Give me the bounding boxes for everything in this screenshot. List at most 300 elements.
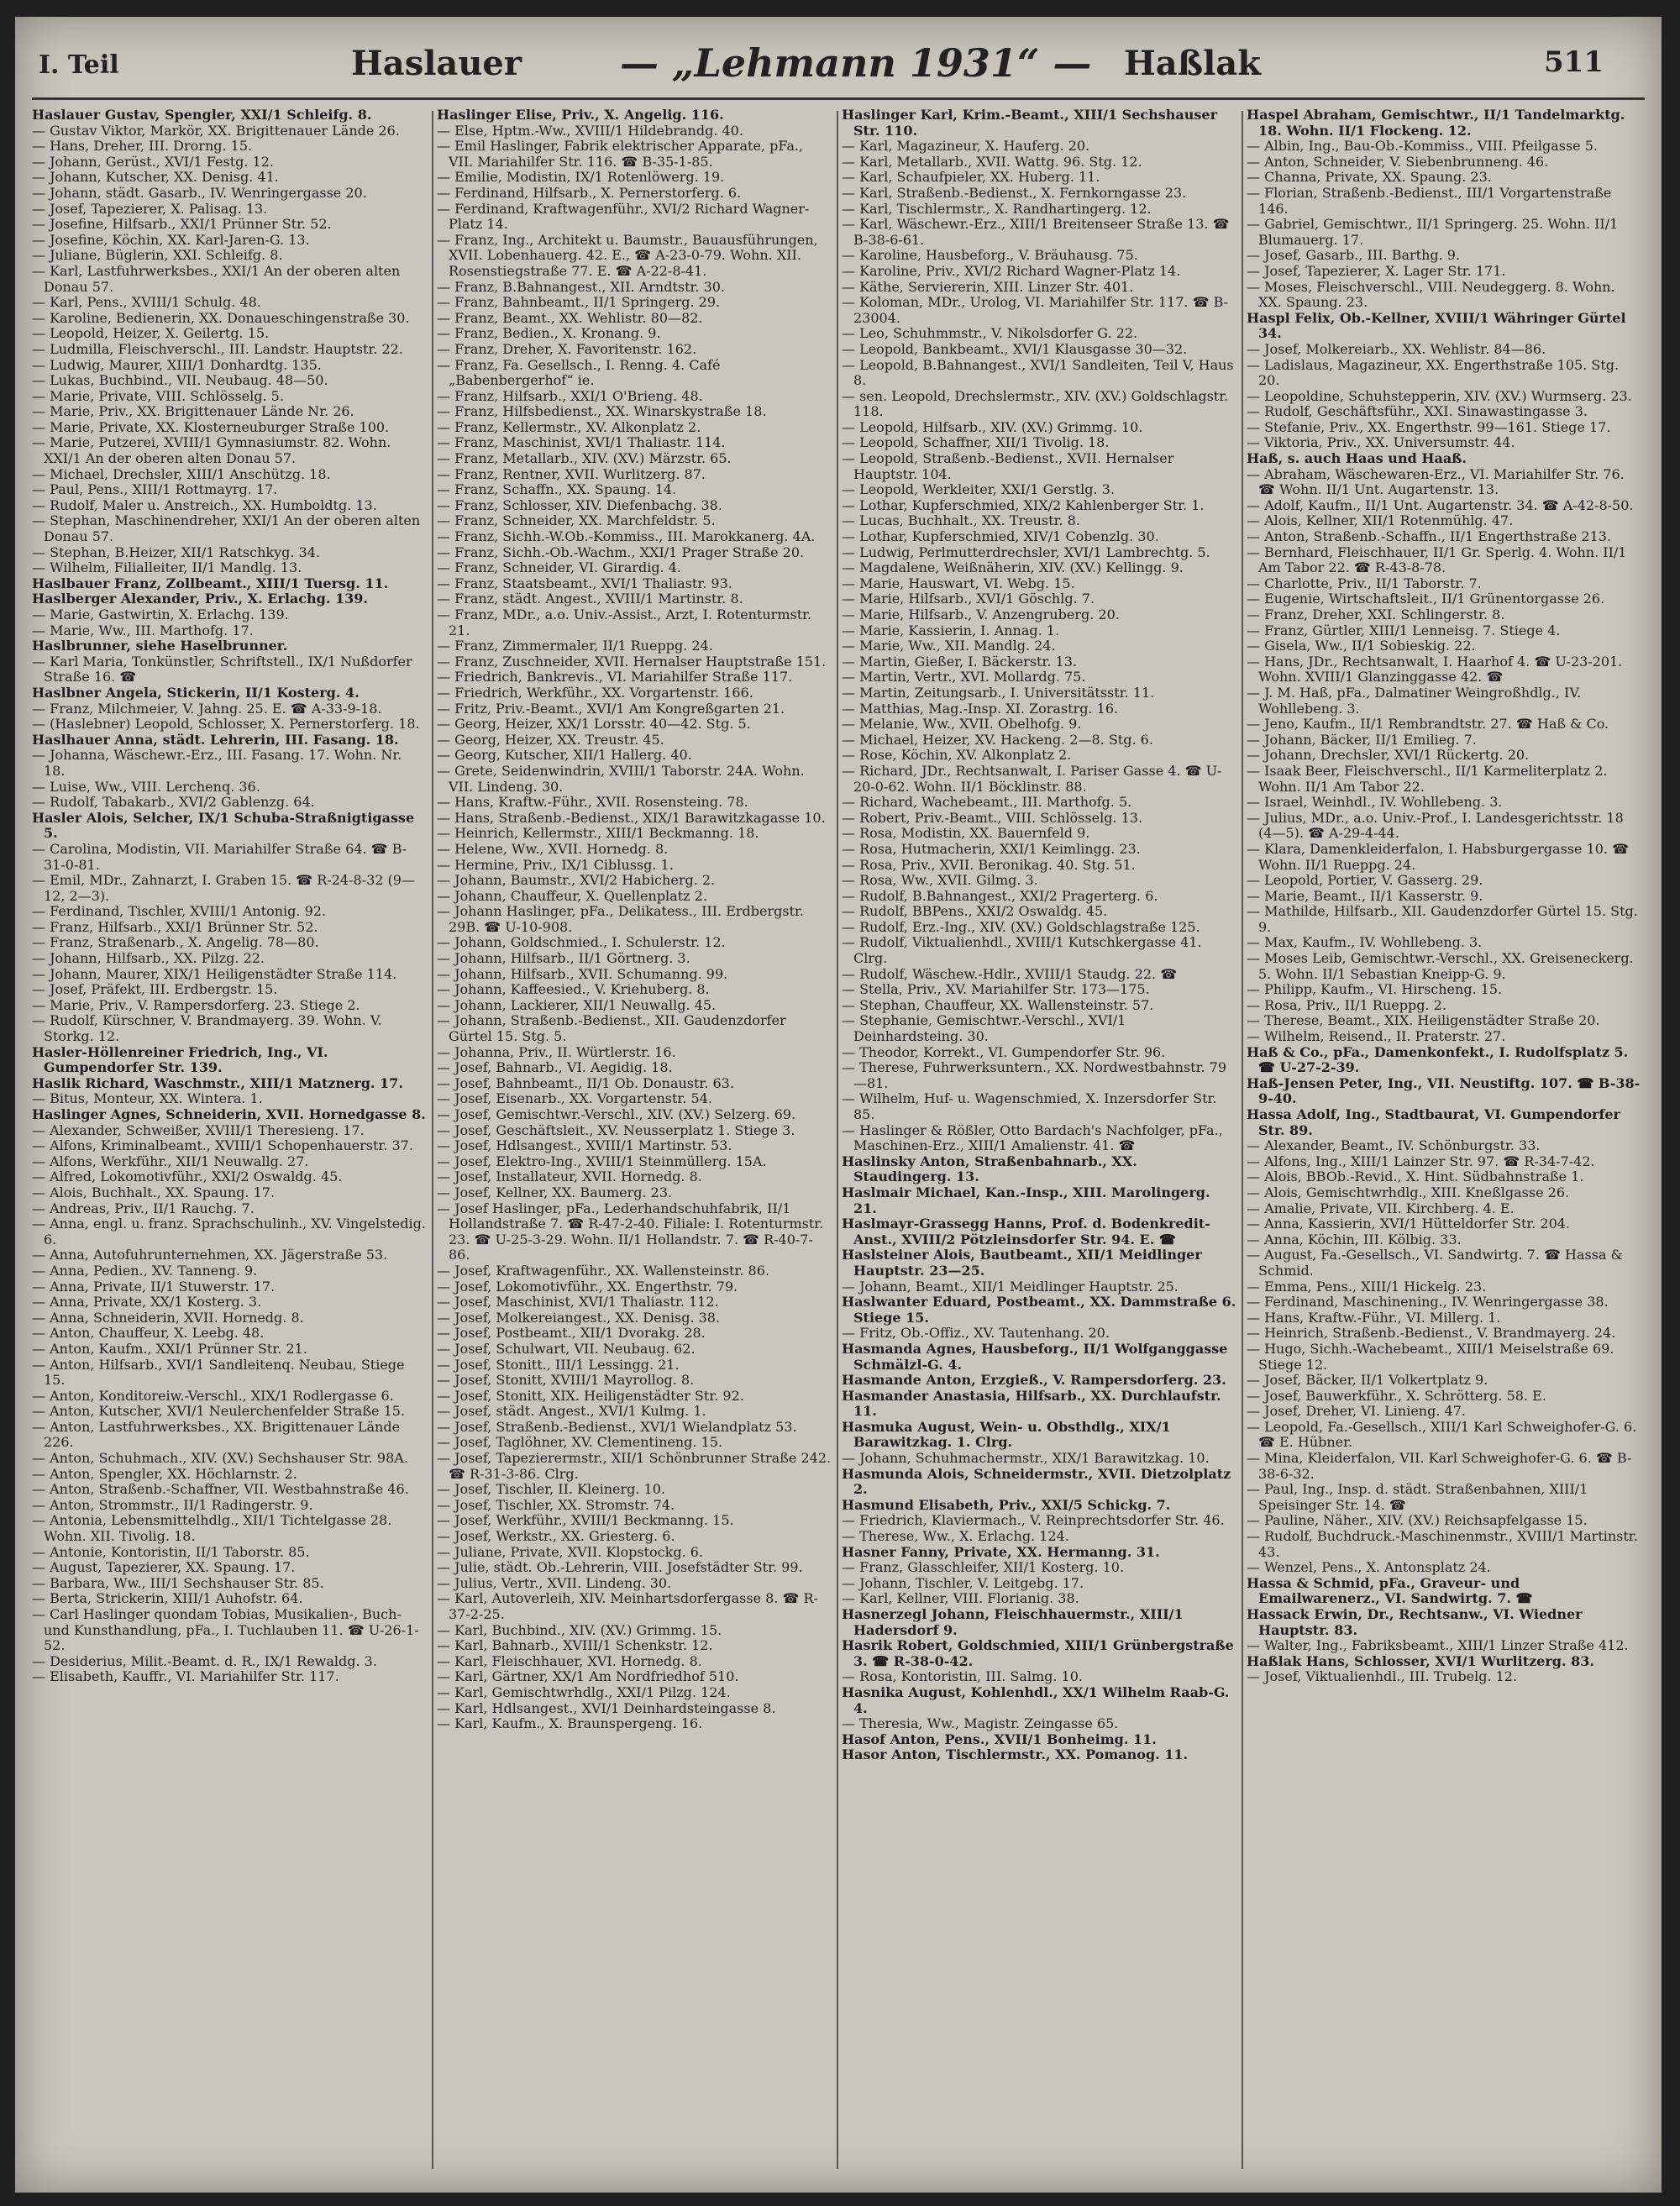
directory-entry: — Karoline, Hausbeforg., V. Bräuhausg. 75. — [842, 247, 1138, 264]
directory-entry: — Josef, Tischler, II. Kleinerg. 10. — [437, 1481, 665, 1498]
directory-entry: Hassa Adolf, Ing., Stadtbaurat, VI. Gumpendorfer Str. 89. — [1247, 1106, 1620, 1138]
column-3 — [842, 108, 1236, 2182]
directory-entry: — Lukas, Buchbind., VII. Neubaug. 48—50. — [32, 372, 328, 389]
directory-entry: — Franz, Fa. Gesellsch., I. Renng. 4. Café „Babenbergerhof“ ie. — [437, 356, 721, 389]
directory-entry: — Mina, Kleiderfalon, VII. Karl Schweighofer-G. 6. ☎ B-38-6-32. — [1247, 1450, 1632, 1482]
directory-entry: — Juliane, Büglerin, XXI. Schleifg. 8. — [32, 247, 283, 264]
directory-entry: — Karoline, Bedienerin, XX. Donaueschingenstraße 30. — [32, 309, 410, 326]
directory-entry: Haslinger Karl, Krim.-Beamt., XIII/1 Sechshauser Str. 110. — [842, 108, 1218, 139]
directory-entry: — Johann, Gerüst., XVI/1 Festg. 12. — [32, 153, 274, 170]
directory-entry: — Josef, Bäcker, II/1 Volkertplatz 9. — [1247, 1372, 1488, 1389]
directory-entry: — Josef, Stonitt, XVIII/1 Mayrollog. 8. — [437, 1372, 695, 1389]
directory-entry: — Bitus, Monteur, XX. Wintera. 1. — [32, 1090, 263, 1107]
directory-entry: — Josef, Lokomotivführ., XX. Engerthstr. 79. — [437, 1278, 738, 1295]
directory-entry: — Rosa, Priv., II/1 Rueppg. 2. — [1247, 996, 1446, 1013]
directory-entry: — Marie, Beamt., II/1 Kasserstr. 9. — [1247, 887, 1483, 904]
directory-entry: — Hugo, Sichh.-Wachebeamt., XIII/1 Meiselstraße 69. Stiege 12. — [1247, 1340, 1614, 1373]
directory-entry: Haß & Co., pFa., Damenkonfekt., I. Rudolfsplatz 5. ☎ U-27-2-39. — [1247, 1043, 1629, 1076]
directory-entry: — Rosa, Priv., XVII. Beronikag. 40. Stg. 51. — [842, 856, 1136, 873]
directory-entry: — Franz, Kellermstr., XV. Alkonplatz 2. — [437, 418, 701, 435]
directory-entry: — Rudolf, Erz.-Ing., XIV. (XV.) Goldschlagstraße 125. — [842, 918, 1200, 935]
directory-entry: — Josef, Tapezierer, X. Palisag. 13. — [32, 200, 268, 217]
directory-entry: — Josef, Hdlsangest., XVIII/1 Martinstr. 53. — [437, 1137, 732, 1154]
directory-entry: — Paul, Pens., XIII/1 Rottmayrg. 17. — [32, 481, 278, 498]
column-1 — [32, 108, 427, 2182]
directory-entry: — Stefanie, Priv., XX. Engerthstr. 99—161. Stiege 17. — [1247, 418, 1611, 435]
directory-entry: — Stephanie, Gemischtwr.-Verschl., XVI/1 Deinhardsteing. 30. — [842, 1012, 1126, 1045]
directory-entry: — Ferdinand, Hilfsarb., X. Pernerstorferg. 6. — [437, 184, 742, 201]
page-number: 511 — [1544, 45, 1604, 79]
directory-entry: — Magdalene, Weißnäherin, XIV. (XV.) Kellingg. 9. — [842, 559, 1184, 576]
directory-entry: — Anna, Autofuhrunternehmen, XX. Jägerstraße 53. — [32, 1247, 388, 1263]
directory-entry: Haslwanter Eduard, Postbeamt., XX. Dammstraße 6. Stiege 15. — [842, 1294, 1236, 1326]
directory-entry: — Alexander, Beamt., IV. Schönburgstr. 33. — [1247, 1137, 1541, 1154]
directory-entry: — Therese, Ww., X. Erlachg. 124. — [842, 1528, 1069, 1545]
directory-entry: — Josef, Molkereiangest., XX. Denisg. 38. — [437, 1309, 721, 1326]
directory-entry: — Rosa, Kontoristin, III. Salmg. 10. — [842, 1668, 1083, 1685]
directory-entry: — Hans, Straßenb.-Bedienst., XIX/1 Barawitzkagasse 10. — [437, 809, 826, 826]
directory-entry: — Koloman, MDr., Urolog, VI. Mariahilfer Str. 117. ☎ B-23004. — [842, 294, 1229, 326]
directory-entry: — Therese, Beamt., XIX. Heiligenstädter Straße 20. — [1247, 1012, 1600, 1029]
directory-entry: — Heinrich, Straßenb.-Bedienst., V. Brandmayerg. 24. — [1247, 1325, 1616, 1342]
directory-entry: Hasrik Robert, Goldschmied, XIII/1 Grünbergstraße 3. ☎ R-38-0-42. — [842, 1637, 1234, 1669]
directory-entry: — Karl, Fleischhauer, XVI. Hornedg. 8. — [437, 1652, 702, 1669]
directory-entry: — Franz, Beamt., XX. Wehlistr. 80—82. — [437, 309, 703, 326]
directory-entry: — Wilhelm, Huf- u. Wagenschmied, X. Inzersdorfer Str. 85. — [842, 1090, 1217, 1122]
directory-entry: — Florian, Straßenb.-Bedienst., III/1 Vorgartenstraße 146. — [1247, 184, 1612, 217]
directory-entry: — Amalie, Private, VII. Kirchberg. 4. E. — [1247, 1200, 1515, 1216]
directory-entry: — Helene, Ww., XVII. Hornedg. 8. — [437, 840, 669, 857]
directory-entry: — Johann, Baumstr., XVI/2 Habicherg. 2. — [437, 872, 716, 889]
directory-entry: — Hans, JDr., Rechtsanwalt, I. Haarhof 4. ☎ U-23-201. Wohn. XVIII/1 Glanzinggasse 42. ☎ — [1247, 653, 1623, 685]
directory-entry: Hasmander Anastasia, Hilfsarb., XX. Durchlaufstr. 11. — [842, 1387, 1221, 1420]
directory-entry: — Martin, Gießer, I. Bäckerstr. 13. — [842, 653, 1077, 670]
directory-entry: — Georg, Heizer, XX/1 Lorsstr. 40—42. Stg. 5. — [437, 716, 751, 733]
directory-entry: — Luise, Ww., VIII. Lerchenq. 36. — [32, 778, 260, 795]
directory-entry: — Julius, MDr., a.o. Univ.-Prof., I. Landesgerichtsstr. 18 (4—5). ☎ A-29-4-44. — [1247, 809, 1624, 842]
directory-entry: Hasmund Elisabeth, Priv., XXI/5 Schickg. 7. — [842, 1496, 1171, 1513]
directory-entry: — Gustav Viktor, Markör, XX. Brigittenauer Lände 26. — [32, 122, 400, 139]
directory-entry: — Josef, Dreher, VI. Linieng. 47. — [1247, 1403, 1466, 1420]
directory-entry: — Michael, Heizer, XV. Hackeng. 2—8. Stg. 6. — [842, 731, 1153, 748]
directory-entry: — Johann, Hilfsarb., XVII. Schumanng. 99. — [437, 965, 728, 982]
directory-entry: — Leopold, Straßenb.-Bedienst., XVII. Hernalser Hauptstr. 104. — [842, 450, 1174, 482]
directory-entry: — Karoline, Priv., XVI/2 Richard Wagner-Platz 14. — [842, 262, 1181, 279]
directory-entry: — Ferdinand, Tischler, XVIII/1 Antonig. 92. — [32, 903, 327, 920]
directory-entry: — Marie, Priv., XX. Brigittenauer Lände Nr. 26. — [32, 403, 354, 420]
directory-entry: — Leopoldine, Schuhstepperin, XIV. (XV.) Wurmserg. 23. — [1247, 387, 1632, 404]
directory-entry: — Juliane, Private, XVII. Klopstockg. 6. — [437, 1543, 704, 1560]
directory-entry: — Marie, Hauswart, VI. Webg. 15. — [842, 575, 1075, 591]
directory-entry: — Robert, Priv.-Beamt., VIII. Schlösselg. 13. — [842, 809, 1143, 826]
directory-entry: — Marie, Gastwirtin, X. Erlachg. 139. — [32, 607, 289, 622]
directory-entry: — Franz, Glasschleifer, XII/1 Kosterg. 10. — [842, 1559, 1125, 1576]
directory-entry: — Anna, Private, II/1 Stuwerstr. 17. — [32, 1278, 276, 1295]
directory-entry: Haslmair Michael, Kan.-Insp., XIII. Marolingerg. 21. — [842, 1184, 1210, 1216]
directory-entry: — Rosa, Hutmacherin, XXI/1 Keimlingg. 23. — [842, 840, 1141, 857]
directory-entry: — Hermine, Priv., IX/1 Ciblussg. 1. — [437, 856, 674, 873]
directory-entry: — Karl, Kaufm., X. Braunspergeng. 16. — [437, 1715, 703, 1732]
directory-entry: — Paul, Ing., Insp. d. städt. Straßenbahnen, XIII/1 Speisinger Str. 14. ☎ — [1247, 1481, 1588, 1513]
directory-entry: — Rudolf, Viktualienhdl., XVIII/1 Kutschkergasse 41. Clrg. — [842, 934, 1202, 967]
directory-entry: Hasnerzegl Johann, Fleischhauermstr., XIII/1 Hadersdorf 9. — [842, 1606, 1184, 1638]
directory-entry: — Franz, Schneider, XX. Marchfeldstr. 5. — [437, 512, 716, 529]
directory-entry: — Franz, städt. Angest., XVIII/1 Martinstr. 8. — [437, 591, 743, 607]
directory-entry: — Friedrich, Werkführ., XX. Vorgartenstr. 166. — [437, 684, 753, 701]
directory-entry: — Franz, Hilfsbedienst., XX. Winarskystraße 18. — [437, 403, 767, 420]
directory-entry: — Marie, Ww., III. Marthofg. 17. — [32, 622, 254, 638]
directory-entry: — Anna, Kassierin, XVI/1 Hütteldorfer Str. 204. — [1247, 1216, 1571, 1232]
directory-entry: — Georg, Kutscher, XII/1 Hallerg. 40. — [437, 747, 692, 764]
directory-entry: — Leo, Schuhmmstr., V. Nikolsdorfer G. 22. — [842, 325, 1138, 342]
directory-entry: Hasmanda Agnes, Hausbeforg., II/1 Wolfganggasse Schmälzl-G. 4. — [842, 1340, 1228, 1373]
directory-entry: — Johann, Lackierer, XII/1 Neuwallg. 45. — [437, 996, 717, 1013]
directory-entry: — Josefine, Hilfsarb., XXI/1 Prünner Str. 52. — [32, 216, 332, 233]
directory-entry: — Josef, Eisenarb., XX. Vorgartenstr. 54. — [437, 1090, 712, 1107]
directory-entry: — Antonie, Kontoristin, II/1 Taborstr. 85. — [32, 1543, 310, 1560]
directory-entry: — Karl, Metallarb., XVII. Wattg. 96. Stg. 12. — [842, 153, 1142, 170]
directory-entry: — Rudolf, B.Bahnangest., XXI/2 Pragerterg. 6. — [842, 887, 1158, 904]
directory-entry: — Ladislaus, Magazineur, XX. Engerthstraße 105. Stg. 20. — [1247, 356, 1620, 389]
directory-entry: — Rudolf, Tabakarb., XVI/2 Gablenzg. 64. — [32, 794, 315, 811]
directory-entry: — Josef, Kellner, XX. Baumerg. 23. — [437, 1184, 673, 1200]
directory-entry: — Franz, Zimmermaler, II/1 Rueppg. 24. — [437, 638, 713, 654]
directory-entry: — Emilie, Modistin, IX/1 Rotenlöwerg. 19. — [437, 169, 725, 186]
directory-entry: — Channa, Private, XX. Spaung. 23. — [1247, 169, 1492, 186]
directory-entry: — Heinrich, Kellermstr., XIII/1 Beckmanng. 18. — [437, 825, 759, 842]
directory-entry: Haslhauer Anna, städt. Lehrerin, III. Fasang. 18. — [32, 731, 399, 748]
directory-entry: — August, Fa.-Gesellsch., VI. Sandwirtg. 7. ☎ Hassa & Schmid. — [1247, 1247, 1623, 1279]
directory-entry: Haslsteiner Alois, Bautbeamt., XII/1 Meidlinger Hauptstr. 23—25. — [842, 1247, 1202, 1279]
directory-entry: — sen. Leopold, Drechslermstr., XIV. (XV.) Goldschlagstr. 118. — [842, 387, 1229, 420]
directory-entry: — Leopold, Fa.-Gesellsch., XIII/1 Karl Schweighofer-G. 6. ☎ E. Hübner. — [1247, 1418, 1637, 1451]
directory-entry: — Karl, Autoverleih, XIV. Meinhartsdorfergasse 8. ☎ R-37-2-25. — [437, 1590, 818, 1622]
directory-entry: — Franz, Gürtler, XIII/1 Lenneisg. 7. Stiege 4. — [1247, 622, 1561, 638]
directory-entry: Hasler-Höllenreiner Friedrich, Ing., VI. Gumpendorfer Str. 139. — [32, 1043, 328, 1076]
directory-entry: — Rosa, Modistin, XX. Bauernfeld 9. — [842, 825, 1090, 842]
directory-entry: — Rudolf, Maler u. Anstreich., XX. Humboldtg. 13. — [32, 496, 377, 513]
directory-entry: Haslmayr-Grassegg Hanns, Prof. d. Bodenkredit-Anst., XVIII/2 Pötzleinsdorfer Str. 94. E. ☎ — [842, 1216, 1210, 1247]
directory-entry: Haslbrunner, siehe Haselbrunner. — [32, 638, 288, 654]
directory-entry: — Bernhard, Fleischhauer, II/1 Gr. Sperlg. 4. Wohn. II/1 Am Tabor 22. ☎ R-43-8-78. — [1247, 544, 1627, 576]
directory-entry: — Karl, Magazineur, X. Hauferg. 20. — [842, 138, 1090, 155]
header-rule — [32, 97, 1645, 100]
directory-entry: — Franz, B.Bahnangest., XII. Arndtstr. 30. — [437, 278, 726, 295]
directory-entry: — Franz, Bahnbeamt., II/1 Springerg. 29. — [437, 294, 721, 311]
directory-entry: Haslinger Elise, Priv., X. Angelig. 116. — [437, 108, 724, 123]
directory-entry: — Franz, Schneider, VI. Girardig. 4. — [437, 559, 681, 576]
directory-entry: — Josef, Stonitt., III/1 Lessingg. 21. — [437, 1356, 680, 1373]
directory-entry: — Marie, Hilfsarb., V. Anzengruberg. 20. — [842, 607, 1120, 622]
directory-entry: — Leopold, Schaffner, XII/1 Tivolig. 18. — [842, 434, 1110, 451]
directory-entry: — Fritz, Ob.-Offiz., XV. Tautenhang. 20. — [842, 1325, 1110, 1342]
directory-entry: — Leopold, Hilfsarb., XIV. (XV.) Grimmg. 10. — [842, 418, 1143, 435]
directory-entry: — Johann, städt. Gasarb., IV. Wenringergasse 20. — [32, 184, 367, 201]
directory-entry: — Ludwig, Maurer, XIII/1 Donhardtg. 135. — [32, 356, 322, 373]
directory-entry: — Johann, Beamt., XII/1 Meidlinger Hauptstr. 25. — [842, 1278, 1179, 1295]
directory-entry: — Josef, Geschäftsleit., XV. Neusserplatz 1. Stiege 3. — [437, 1121, 795, 1138]
directory-entry: — Else, Hptm.-Ww., XVIII/1 Hildebrandg. 40. — [437, 122, 743, 139]
directory-entry: — Johann, Chauffeur, X. Quellenplatz 2. — [437, 887, 707, 904]
directory-entry: Hassa & Schmid, pFa., Graveur- und Emailwarenerz., VI. Sandwirtg. 7. ☎ — [1247, 1574, 1533, 1607]
directory-entry: — Leopold, B.Bahnangest., XVI/1 Sandleiten, Teil V, Haus 8. — [842, 356, 1234, 389]
directory-entry: — Carl Haslinger quondam Tobias, Musikalien-, Buch- und Kunsthandlung, pFa., I. Tuchlauben 11. ☎ U-26-1-52. — [32, 1606, 419, 1654]
directory-entry: — Marie, Private, VIII. Schlösselg. 5. — [32, 387, 284, 404]
directory-entry: — Isaak Beer, Fleischverschl., II/1 Karmeliterplatz 2. Wohn. II/1 Am Tabor 22. — [1247, 762, 1608, 795]
directory-entry: — Stephan, B.Heizer, XII/1 Ratschkyg. 34. — [32, 544, 320, 560]
directory-entry: Haß, s. auch Haas und Haaß. — [1247, 450, 1467, 467]
directory-entry: — Karl, Schaufpieler, XX. Huberg. 11. — [842, 169, 1100, 186]
directory-entry: — Josef, Postbeamt., XII/1 Dvorakg. 28. — [437, 1325, 706, 1342]
directory-entry: — Marie, Putzerei, XVIII/1 Gymnasiumstr. 82. Wohn. XXI/1 An der oberen alten Donau 57. — [32, 434, 391, 467]
directory-entry: — Gabriel, Gemischtwr., II/1 Springerg. 25. Wohn. II/1 Blumauerg. 17. — [1247, 216, 1619, 248]
directory-entry: — Richard, Wachebeamt., III. Marthofg. 5. — [842, 794, 1132, 811]
directory-entry: — Josefine, Köchin, XX. Karl-Jaren-G. 13. — [32, 231, 310, 248]
directory-entry: — Josef, Gasarb., III. Barthg. 9. — [1247, 247, 1461, 264]
directory-entry: — Anna, Pedien., XV. Tanneng. 9. — [32, 1262, 258, 1279]
directory-entry: Haslinsky Anton, Straßenbahnarb., XX. Staudingerg. 13. — [842, 1153, 1137, 1185]
directory-entry: — Alfred, Lokomotivführ., XXI/2 Oswaldg. 45. — [32, 1169, 343, 1185]
directory-entry: — Wilhelm, Filialleiter, II/1 Mandlg. 13. — [32, 559, 302, 576]
directory-entry: — Alois, BBOb.-Revid., X. Hint. Südbahnstraße 1. — [1247, 1169, 1584, 1185]
directory-entry: Hasof Anton, Pens., XVII/1 Bonheimg. 11. — [842, 1731, 1157, 1747]
directory-entry: — Viktoria, Priv., XX. Universumstr. 44. — [1247, 434, 1515, 451]
directory-entry: — Rudolf, Buchdruck.-Maschinenmstr., XVIII/1 Martinstr. 43. — [1247, 1528, 1638, 1560]
directory-entry: — Josef, Installateur, XVII. Hornedg. 8. — [437, 1169, 702, 1185]
directory-entry: — Josef, Tischler, XX. Stromstr. 74. — [437, 1496, 675, 1513]
directory-entry: — Franz, Ing., Architekt u. Baumstr., Bauausführungen, XVII. Lobenhauerg. 42. E., ☎ A-23-0-79. Wohn. XII. Rosenstiegstraße 77. E. ☎ A-22-8-41. — [437, 231, 818, 279]
directory-entry: — Hans, Kraftw.-Führ., XVII. Rosensteing. 78. — [437, 794, 748, 811]
directory-entry: — Jeno, Kaufm., II/1 Rembrandtstr. 27. ☎ Haß & Co. — [1247, 716, 1609, 733]
directory-entry: — Josef, Werkstr., XX. Griesterg. 6. — [437, 1528, 675, 1545]
directory-entry: — Theresia, Ww., Magistr. Zeingasse 65. — [842, 1715, 1119, 1732]
directory-entry: — Gisela, Ww., II/1 Sobieskig. 22. — [1247, 638, 1476, 654]
directory-entry: — J. M. Haß, pFa., Dalmatiner Weingroßhdlg., IV. Wohllebeng. 3. — [1247, 684, 1582, 717]
directory-entry: — Marie, Ww., XII. Mandlg. 24. — [842, 638, 1056, 654]
directory-entry: — Eugenie, Wirtschaftsleit., II/1 Grünentorgasse 26. — [1247, 591, 1605, 607]
directory-entry: Haslberger Alexander, Priv., X. Erlachg. 139. — [32, 591, 368, 607]
directory-entry: — Franz, Hilfsarb., XXI/1 Brünner Str. 52. — [32, 918, 318, 935]
directory-entry: — Martin, Vertr., XVI. Mollardg. 75. — [842, 669, 1086, 685]
directory-entry: — Josef, Präfekt, III. Erdbergstr. 15. — [32, 981, 278, 998]
page-title: — „Lehmann 1931“ — — [620, 40, 1092, 86]
directory-entry: — Alois, Gemischtwrhdlg., XIII. Kneßlgasse 26. — [1247, 1184, 1570, 1200]
directory-entry: — Emma, Pens., XIII/1 Hickelg. 23. — [1247, 1278, 1487, 1295]
directory-entry: — Karl, Kellner, VIII. Florianig. 38. — [842, 1590, 1079, 1607]
directory-entry: — Franz, Dreher, XXI. Schlingerstr. 8. — [1247, 607, 1505, 622]
directory-entry: — Albin, Ing., Bau-Ob.-Kommiss., VIII. Pfeilgasse 5. — [1247, 138, 1598, 155]
directory-entry: — Emil, MDr., Zahnarzt, I. Graben 15. ☎ R-24-8-32 (9—12, 2—3). — [32, 872, 415, 904]
directory-entry: — Josef, Molkereiarb., XX. Wehlistr. 84—86. — [1247, 340, 1546, 357]
left-catchword: Haslauer — [351, 44, 522, 83]
directory-entry: — Moses Leib, Gemischtwr.-Verschl., XX. Greiseneckerg. 5. Wohn. II/1 Sebastian Kneipp-G. 9. — [1247, 950, 1634, 982]
directory-entry: — Franz, Rentner, XVII. Wurlitzerg. 87. — [437, 465, 706, 482]
directory-entry: Haslauer Gustav, Spengler, XXI/1 Schleifg. 8. — [32, 108, 372, 123]
directory-entry: — Stephan, Maschinendreher, XXI/1 An der oberen alten Donau 57. — [32, 512, 421, 545]
directory-entry: — Johann, Schuhmachermstr., XIX/1 Barawitzkag. 10. — [842, 1450, 1210, 1467]
directory-entry: — Anton, Kutscher, XVI/1 Neulerchenfelder Straße 15. — [32, 1403, 406, 1420]
directory-entry: — Leopold, Bankbeamt., XVI/1 Klausgasse 30—32. — [842, 340, 1188, 357]
column-divider — [1242, 111, 1243, 2169]
directory-entry: — Johann, Maurer, XIX/1 Heiligenstädter Straße 114. — [32, 965, 397, 982]
page-header — [15, 17, 1662, 101]
directory-entry: — Karl, Hdlsangest., XVI/1 Deinhardsteingasse 8. — [437, 1699, 776, 1716]
directory-entry: — Karl, Bahnarb., XVIII/1 Schenkstr. 12. — [437, 1637, 713, 1654]
directory-entry: — Israel, Weinhdl., IV. Wohllebeng. 3. — [1247, 794, 1503, 811]
directory-entry: — Alfons, Kriminalbeamt., XVIII/1 Schopenhauerstr. 37. — [32, 1137, 413, 1154]
directory-entry: — Franz, MDr., a.o. Univ.-Assist., Arzt, I. Rotenturmstr. 21. — [437, 607, 812, 638]
directory-entry: — Johann Haslinger, pFa., Delikatess., III. Erdbergstr. 29B. ☎ U-10-908. — [437, 903, 805, 935]
directory-entry: — Julie, städt. Ob.-Lehrerin, VIII. Josefstädter Str. 99. — [437, 1559, 803, 1576]
directory-entry: — Georg, Heizer, XX. Treustr. 45. — [437, 731, 664, 748]
directory-entry: — Leopold, Heizer, X. Geilertg. 15. — [32, 325, 270, 342]
directory-entry: — Andreas, Priv., II/1 Rauchg. 7. — [32, 1200, 255, 1216]
directory-entry: — Anna, engl. u. franz. Sprachschulinh., XV. Vingelstedig. 6. — [32, 1216, 426, 1247]
directory-entry: — Ferdinand, Kraftwagenführ., XVI/2 Richard Wagner-Platz 14. — [437, 200, 810, 233]
directory-entry: — Johann, Kutscher, XX. Denisg. 41. — [32, 169, 279, 186]
directory-entry: — Marie, Kassierin, I. Annag. 1. — [842, 622, 1060, 638]
directory-entry: — Karl, Gärtner, XX/1 Am Nordfriedhof 510. — [437, 1668, 739, 1685]
directory-entry: Hasler Alois, Selcher, IX/1 Schuba-Straßnigtigasse 5. — [32, 809, 415, 842]
directory-entry: — Ferdinand, Maschinening., IV. Wenringergasse 38. — [1247, 1294, 1609, 1310]
directory-entry: — Martin, Zeitungsarb., I. Universitätsstr. 11. — [842, 684, 1155, 701]
directory-entry: — Lothar, Kupferschmied, XIX/2 Kahlenberger Str. 1. — [842, 496, 1205, 513]
directory-entry: — Emil Haslinger, Fabrik elektrischer Apparate, pFa., VII. Mariahilfer Str. 116. ☎ B-35-1-85. — [437, 138, 804, 170]
directory-entry: — Anton, Spengler, XX. Höchlarnstr. 2. — [32, 1465, 297, 1482]
directory-entry: — Charlotte, Priv., II/1 Taborstr. 7. — [1247, 575, 1482, 591]
directory-entry: Hasner Fanny, Private, XX. Hermanng. 31. — [842, 1543, 1160, 1560]
directory-entry: — Klara, Damenkleiderfalon, I. Habsburgergasse 10. ☎ Wohn. II/1 Rueppg. 24. — [1247, 840, 1630, 873]
directory-entry: — Johann, Hilfsarb., II/1 Görtnerg. 3. — [437, 950, 690, 967]
directory-entry: — Franz, Schaffn., XX. Spaung. 14. — [437, 481, 677, 498]
directory-entry: — Anton, Straßenb.-Schaffn., II/1 Engerthstraße 213. — [1247, 528, 1612, 545]
directory-entry: Haß-Jensen Peter, Ing., VII. Neustiftg. 107. ☎ B-38-9-40. — [1247, 1074, 1641, 1107]
directory-entry: — Philipp, Kaufm., VI. Hirscheng. 15. — [1247, 981, 1503, 998]
directory-entry: — Elisabeth, Kauffr., VI. Mariahilfer Str. 117. — [32, 1668, 339, 1685]
directory-entry: Hasmuka August, Wein- u. Obsthdlg., XIX/1 Barawitzkag. 1. Clrg. — [842, 1418, 1171, 1451]
directory-entry: — Anna, Schneiderin, XVII. Hornedg. 8. — [32, 1309, 304, 1326]
directory-entry: — Anton, Hilfsarb., XVI/1 Sandleitenq. Neubau, Stiege 15. — [32, 1356, 405, 1389]
directory-entry: — Johann, Kaffeesied., V. Kriehuberg. 8. — [437, 981, 710, 998]
directory-entry: — Josef, Straßenb.-Bedienst., XVI/1 Wielandplatz 53. — [437, 1418, 797, 1435]
directory-entry: — Leopold, Werkleiter, XXI/1 Gerstlg. 3. — [842, 481, 1115, 498]
directory-entry: — Melanie, Ww., XVII. Obelhofg. 9. — [842, 716, 1082, 733]
directory-entry: — Michael, Drechsler, XIII/1 Anschützg. 18. — [32, 465, 331, 482]
directory-entry: Hasmunda Alois, Schneidermstr., XVII. Dietzolplatz 2. — [842, 1465, 1231, 1498]
directory-entry: — Rudolf, Geschäftsführ., XXI. Sinawastingasse 3. — [1247, 403, 1588, 420]
directory-entry: — Johann, Goldschmied., I. Schulerstr. 12. — [437, 934, 726, 951]
directory-entry: — Desiderius, Milit.-Beamt. d. R., IX/1 Rewaldg. 3. — [32, 1652, 377, 1669]
directory-entry: — Anton, Konditoreiw.-Verschl., XIX/1 Rodlergasse 6. — [32, 1387, 394, 1404]
directory-entry: — Rose, Köchin, XV. Alkonplatz 2. — [842, 747, 1072, 764]
right-catchword: Haßlak — [1124, 44, 1261, 83]
column-4 — [1247, 108, 1641, 2182]
directory-entry: — Josef, Bauwerkführ., X. Schrötterg. 58. E. — [1247, 1387, 1546, 1404]
directory-entry: — Abraham, Wäschewaren-Erz., VI. Mariahilfer Str. 76. ☎ Wohn. II/1 Unt. Augartenstr. 13. — [1247, 465, 1625, 498]
directory-entry: Hasmande Anton, Erzgieß., V. Rampersdorferg. 23. — [842, 1372, 1226, 1389]
directory-entry: — Friedrich, Klaviermach., V. Reinprechtsdorfer Str. 46. — [842, 1512, 1225, 1529]
directory-entry: — Anton, Kaufm., XXI/1 Prünner Str. 21. — [32, 1340, 307, 1357]
directory-entry: Haspl Felix, Ob.-Kellner, XVIII/1 Währinger Gürtel 34. — [1247, 309, 1626, 342]
directory-entry: — Pauline, Näher., XIV. (XV.) Reichsapfelgasse 15. — [1247, 1512, 1588, 1529]
directory-entry: — Marie, Priv., V. Rampersdorferg. 23. Stiege 2. — [32, 996, 360, 1013]
directory-entry: — Richard, JDr., Rechtsanwalt, I. Pariser Gasse 4. ☎ U-20-0-62. Wohn. II/1 Böcklinstr. 88. — [842, 762, 1222, 795]
directory-entry: — Josef, Tapezierer, X. Lager Str. 171. — [1247, 262, 1506, 279]
directory-entry: — Hans, Kraftw.-Führ., VI. Millerg. 1. — [1247, 1309, 1501, 1326]
directory-entry: — Hans, Dreher, III. Drorng. 15. — [32, 138, 253, 155]
directory-entry: — Karl, Gemischtwrhdlg., XXI/1 Pilzg. 124. — [437, 1683, 731, 1700]
directory-entry: Haslik Richard, Waschmstr., XIII/1 Matznerg. 17. — [32, 1074, 403, 1091]
directory-entry: Hasnika August, Kohlenhdl., XX/1 Wilhelm Raab-G. 4. — [842, 1683, 1230, 1716]
directory-entry: — Max, Kaufm., IV. Wohllebeng. 3. — [1247, 934, 1483, 951]
directory-entry: — (Haslebner) Leopold, Schlosser, X. Pernerstorferg. 18. — [32, 716, 420, 733]
directory-entry: — Grete, Seidenwindrin, XVIII/1 Taborstr. 24A. Wohn. VII. Lindeng. 30. — [437, 762, 805, 795]
directory-entry: — Theodor, Korrekt., VI. Gumpendorfer Str. 96. — [842, 1043, 1166, 1060]
directory-entry: — Lucas, Buchhalt., XX. Treustr. 8. — [842, 512, 1080, 529]
directory-entry: — Wenzel, Pens., X. Antonsplatz 24. — [1247, 1559, 1491, 1576]
directory-entry: Haspel Abraham, Gemischtwr., II/1 Tandelmarktg. 18. Wohn. II/1 Flockeng. 12. — [1247, 108, 1625, 139]
directory-entry: — Walter, Ing., Fabriksbeamt., XIII/1 Linzer Straße 412. — [1247, 1637, 1629, 1654]
directory-entry: — Josef, Stonitt, XIX. Heiligenstädter Str. 92. — [437, 1387, 744, 1404]
directory-entry: Haslbauer Franz, Zollbeamt., XIII/1 Tuersg. 11. — [32, 575, 389, 591]
column-2 — [437, 108, 832, 2182]
directory-entry: — Moses, Fleischverschl., VIII. Neudeggerg. 8. Wohn. XX. Spaung. 23. — [1247, 278, 1615, 311]
directory-entry: — Mathilde, Hilfsarb., XII. Gaudenzdorfer Gürtel 15. Stg. 9. — [1247, 903, 1638, 935]
directory-entry: — Franz, Dreher, X. Favoritenstr. 162. — [437, 340, 697, 357]
directory-entry: — Josef, Kraftwagenführ., XX. Wallensteinstr. 86. — [437, 1262, 769, 1279]
columns-area — [32, 108, 1645, 2182]
directory-entry: — Alfons, Ing., XIII/1 Lainzer Str. 97. ☎ R-34-7-42. — [1247, 1153, 1595, 1169]
directory-entry: — Josef, Tapezierermstr., XII/1 Schönbrunner Straße 242. ☎ R-31-3-86. Clrg. — [437, 1450, 832, 1482]
directory-entry: — August, Tapezierer, XX. Spaung. 17. — [32, 1559, 296, 1576]
directory-entry: — Ludwig, Perlmutterdrechsler, XVI/1 Lambrechtg. 5. — [842, 544, 1210, 560]
directory-entry: — Fritz, Priv.-Beamt., XVI/1 Am Kongreßgarten 21. — [437, 700, 785, 717]
directory-entry: — Leopold, Portier, V. Gasserg. 29. — [1247, 872, 1483, 889]
directory-entry: — Karl, Buchbind., XIV. (XV.) Grimmg. 15. — [437, 1621, 722, 1638]
directory-entry: — Stella, Priv., XV. Mariahilfer Str. 173—175. — [842, 981, 1150, 998]
directory-entry: — Friedrich, Bankrevis., VI. Mariahilfer Straße 117. — [437, 669, 793, 685]
directory-entry: — Franz, Schlosser, XIV. Diefenbachg. 38. — [437, 496, 722, 513]
directory-entry: — Johann, Straßenb.-Bedienst., XII. Gaudenzdorfer Gürtel 15. Stg. 5. — [437, 1012, 786, 1045]
directory-entry: — Franz, Straßenarb., X. Angelig. 78—80. — [32, 934, 319, 951]
directory-entry: — Johann, Drechsler, XVI/1 Rückertg. 20. — [1247, 747, 1530, 764]
directory-entry: Haslinger Agnes, Schneiderin, XVII. Hornedgasse 8. — [32, 1106, 426, 1122]
directory-entry: Haslbner Angela, Stickerin, II/1 Kosterg. 4. — [32, 684, 360, 701]
column-divider — [837, 111, 838, 2169]
directory-entry: — Josef, Bahnbeamt., II/1 Ob. Donaustr. 63. — [437, 1074, 734, 1091]
column-divider — [432, 111, 433, 2169]
directory-entry: — Josef, Werkführ., XVIII/1 Beckmanng. 15. — [437, 1512, 734, 1529]
directory-entry: — Johann, Bäcker, II/1 Emilieg. 7. — [1247, 731, 1477, 748]
directory-entry: — Alfons, Werkführ., XII/1 Neuwallg. 27. — [32, 1153, 309, 1169]
directory-entry: — Josef, Taglöhner, XV. Clementineng. 15. — [437, 1434, 723, 1451]
directory-entry: — Franz, Metallarb., XIV. (XV.) Märzstr. 65. — [437, 450, 732, 467]
directory-entry: — Franz, Staatsbeamt., XVI/1 Thaliastr. 93. — [437, 575, 732, 591]
directory-entry: — Lothar, Kupferschmied, XIV/1 Cobenzlg. 30. — [842, 528, 1159, 545]
directory-entry: — Josef, städt. Angest., XVI/1 Kulmg. 1. — [437, 1403, 706, 1420]
directory-entry: — Johann, Tischler, V. Leitgebg. 17. — [842, 1574, 1084, 1591]
directory-page — [15, 17, 1662, 2193]
directory-entry: — Anna, Köchin, III. Kölbig. 33. — [1247, 1231, 1462, 1247]
directory-entry: — Franz, Zuschneider, XVII. Hernalser Hauptstraße 151. — [437, 653, 827, 670]
part-label: I. Teil — [39, 50, 119, 80]
directory-entry: — Käthe, Serviererin, XIII. Linzer Str. 401. — [842, 278, 1134, 295]
directory-entry: — Johanna, Priv., II. Würtlerstr. 16. — [437, 1043, 676, 1060]
directory-entry: — Alexander, Schweißer, XVIII/1 Theresieng. 17. — [32, 1121, 365, 1138]
directory-entry: — Berta, Strickerin, XIII/1 Auhofstr. 64. — [32, 1590, 303, 1607]
directory-entry: — Barbara, Ww., III/1 Sechshauser Str. 85. — [32, 1574, 324, 1591]
directory-entry: — Anna, Private, XX/1 Kosterg. 3. — [32, 1294, 262, 1310]
